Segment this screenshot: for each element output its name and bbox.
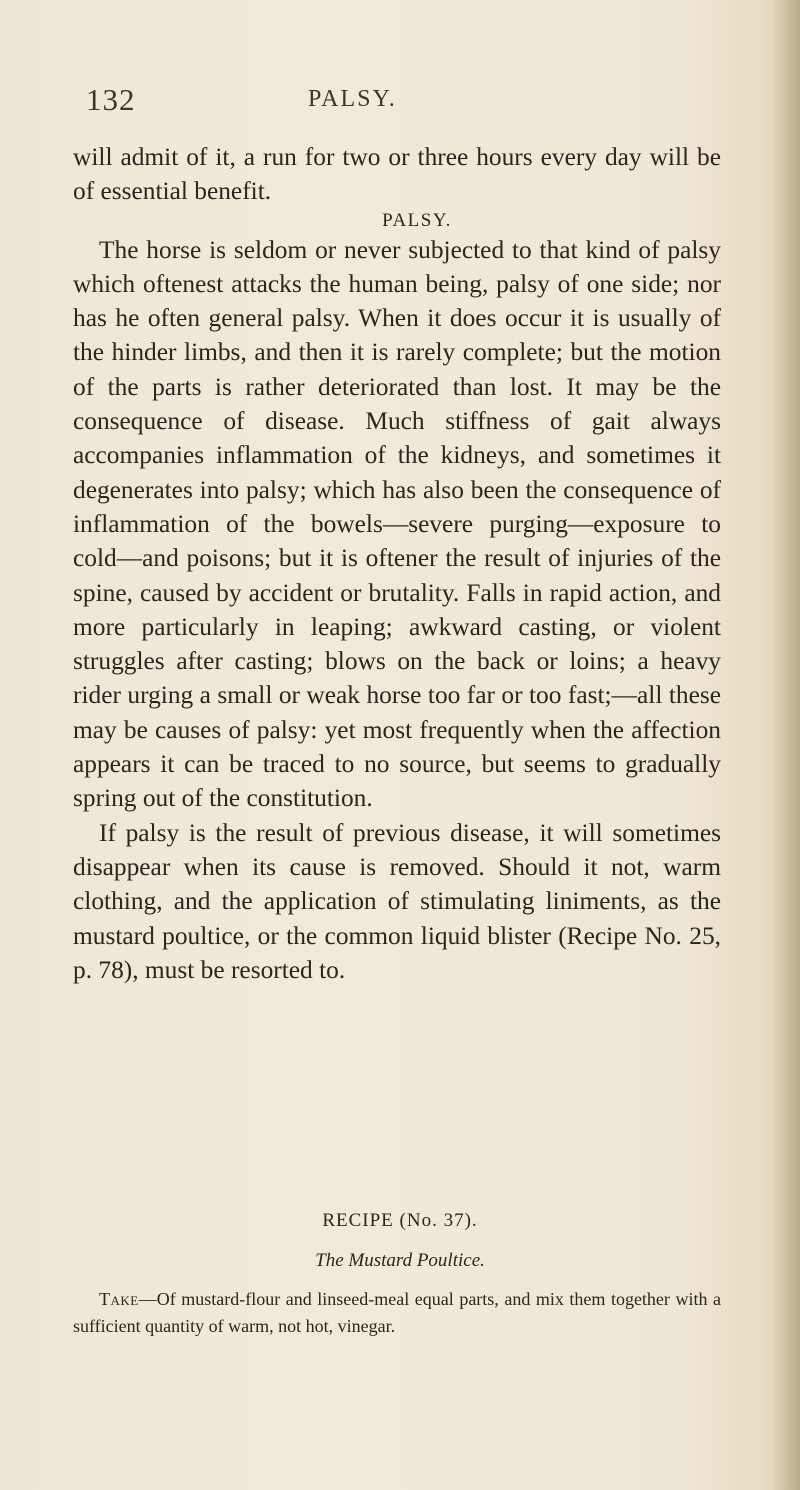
paragraph: The horse is seldom or never subjected to that kind of palsy which oftenest attacks the human being, palsy of one side; nor has he often general palsy. When it does occur it is usually of the hinder limbs, and then it is rarely complete; but the motion of the parts is rather deteriorated than lost. It may be the consequence of disease. Much stiffness of gait always accompanies inflammation of the kidneys, and sometimes it degenerates into palsy; which has also been the consequence of inflammation of the bowels—severe purging—exposure to cold—and poisons; but it is oftener the result of injuries of the spine, caused by accident or brutality. Falls in rapid action, and more particularly in leaping; awkward casting, or violent struggles after casting; blows on the back or loins; a heavy rider urging a small or weak horse too far or too fast;—all these may be causes of palsy: yet most frequently when the affection appears it can be traced to no source, but seems to gradually spring out of the constitution. [73, 235, 721, 813]
page-header [86, 82, 726, 122]
recipe-title: The Mustard Poultice. [315, 1250, 485, 1271]
recipe-heading: RECIPE (No. 37). [322, 1210, 478, 1231]
paragraph: If palsy is the result of previous disease, it will sometimes disappear when its cause is removed. Should it not, warm clothing, and the application of stimulating liniments, as the mustard poultice, or the common liquid blister (Recipe No. 25, p. 78), must be resorted to. [73, 818, 721, 984]
page-number: 132 [86, 82, 136, 117]
recipe-instructions: —Of mustard-flour and linseed-meal equal parts, and mix them together with a sufficient quantity of warm, not hot, vinegar. [73, 1289, 721, 1336]
main-text [73, 140, 721, 987]
recipe-block [73, 1208, 721, 1340]
running-head: PALSY. [308, 86, 397, 112]
section-heading: PALSY. [382, 209, 452, 231]
page-edge-shadow [772, 0, 800, 1490]
recipe-lead-word: Take [99, 1289, 139, 1309]
recipe-text [73, 1286, 721, 1340]
continuation-paragraph: will admit of it, a run for two or three hours every day will be of essential benefit. [73, 143, 721, 206]
